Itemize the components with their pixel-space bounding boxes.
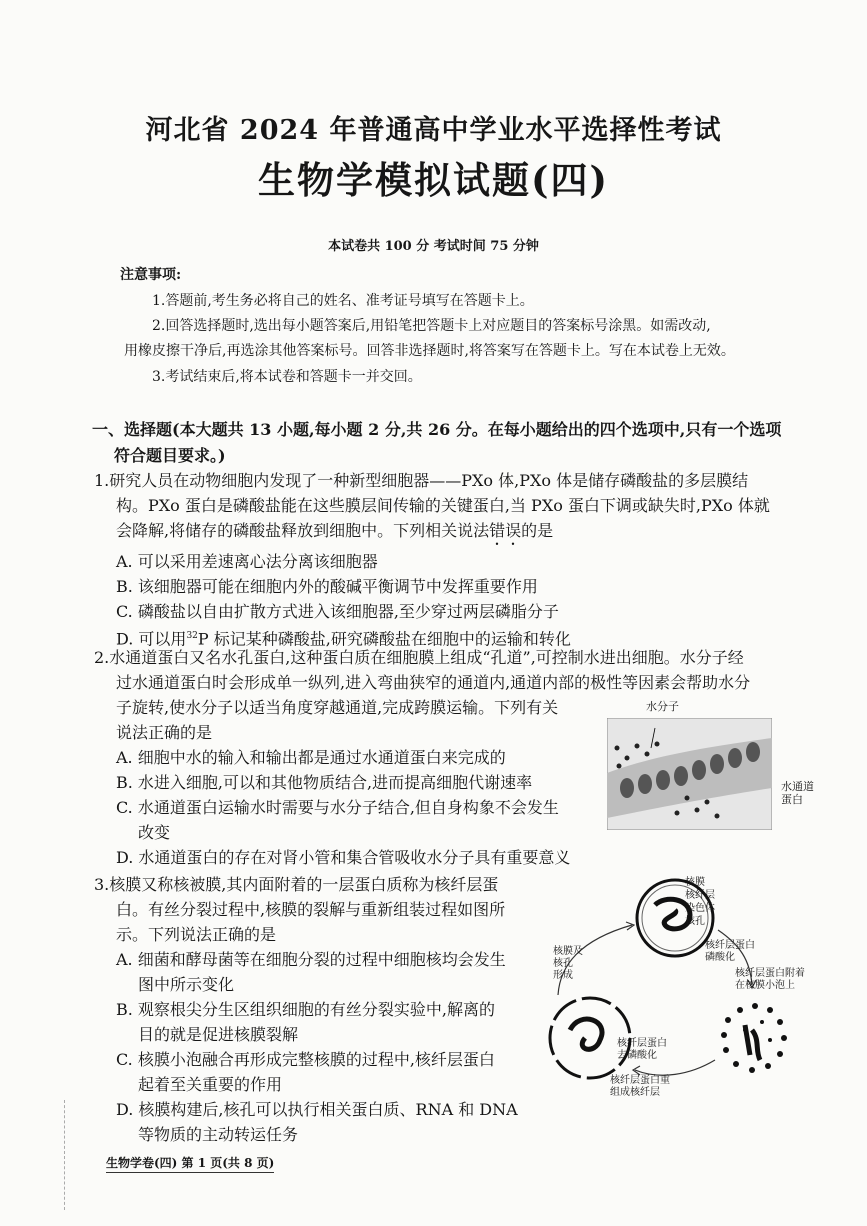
notice-item-2: 2.回答选择题时,选出每小题答案后,用铅笔把答题卡上对应题目的答案标号涂黑。如需改动, <box>152 318 711 334</box>
q2-option-d: D. 水通道蛋白的存在对肾小管和集合管吸收水分子具有重要意义 <box>116 848 571 867</box>
q3-stem-line2: 白。有丝分裂过程中,核膜的裂解与重新组装过程如图所 <box>116 900 506 919</box>
q2-option-c: C. 水通道蛋白运输水时需要与水分子结合,但自身构象不会发生 <box>116 798 559 817</box>
section-heading-line2: 符合题目要求。) <box>114 446 226 465</box>
q1-stem-line2: 构。PXo 蛋白是磷酸盐能在这些膜层间传输的关键蛋白,当 PXo 蛋白下调或缺失时,PXo 体就 <box>116 496 770 515</box>
q1-option-c: C. 磷酸盐以自由扩散方式进入该细胞器,至少穿过两层磷脂分子 <box>116 602 559 621</box>
q2-option-c-cont: 改变 <box>138 823 171 842</box>
fig-labels-structure: 核膜 核纤层 染色体 核孔 <box>685 877 715 927</box>
q2-stem-line4: 说法正确的是 <box>116 723 213 742</box>
notice-item-2-cont: 用橡皮擦干净后,再选涂其他答案标号。回答非选择题时,将答案写在答题卡上。写在本试卷上无效。 <box>124 343 735 359</box>
q3-option-d: D. 核膜构建后,核孔可以执行相关蛋白质、RNA 和 DNA <box>116 1100 518 1119</box>
q2-stem-line2: 过水通道蛋白时会形成单一纵列,进入弯曲狭窄的通道内,通道内部的极性等因素会帮助水分 <box>116 673 751 692</box>
q2-stem-line1: 2.水通道蛋白又名水孔蛋白,这种蛋白质在细胞膜上组成“孔道”,可控制水进出细胞。水分子经 <box>94 648 744 667</box>
q1-option-b: B. 该细胞器可能在细胞内外的酸碱平衡调节中发挥重要作用 <box>116 577 538 596</box>
q3-option-c: C. 核膜小泡融合再形成完整核膜的过程中,核纤层蛋白 <box>116 1050 495 1069</box>
fig-label-vesicle-attach: 核纤层蛋白附着 在核膜小泡上 <box>735 968 805 991</box>
q1-stem-line1: 1.研究人员在动物细胞内发现了一种新型细胞器——PXo 体,PXo 体是储存磷酸盐的多层膜结 <box>94 471 749 490</box>
notice-heading: 注意事项: <box>120 267 182 283</box>
page-footer: 生物学卷(四) 第 1 页(共 8 页) <box>106 1154 274 1173</box>
fig-label-water-molecule: 水分子 <box>646 700 679 713</box>
section-heading <box>92 417 837 469</box>
aquaporin-figure <box>607 718 772 830</box>
notice-item-3: 3.考试结束后,将本试卷和答题卡一并交回。 <box>152 369 422 385</box>
q1-emphasis: 错误 <box>489 521 522 540</box>
q3-option-b: B. 观察根尖分生区组织细胞的有丝分裂实验中,解离的 <box>116 1000 496 1019</box>
question-1 <box>94 468 829 651</box>
q2-stem-line3: 子旋转,使水分子以适当角度穿越通道,完成跨膜运输。下列有关 <box>116 698 559 717</box>
q1-stem-line3: 会降解,将储存的磷酸盐释放到细胞中。下列相关说法错误的是 <box>116 521 554 540</box>
q3-stem-line3: 示。下列说法正确的是 <box>116 925 277 944</box>
q3-option-b-cont: 目的就是促进核膜裂解 <box>138 1025 299 1044</box>
notice-item-1: 1.答题前,考生务必将自己的姓名、准考证号填写在答题卡上。 <box>152 293 534 309</box>
q3-option-c-cont: 起着至关重要的作用 <box>138 1075 283 1094</box>
q3-option-a-cont: 图中所示变化 <box>138 975 235 994</box>
q3-option-a: A. 细菌和酵母菌等在细胞分裂的过程中细胞核均会发生 <box>116 950 506 969</box>
fig-label-envelope-formation: 核膜及 核孔 形成 <box>553 946 583 981</box>
q1-option-d: D. 可以用$^{32}$P 标记某种磷酸盐,研究磷酸盐在细胞中的运输和转化 <box>116 629 571 649</box>
binding-margin-line <box>64 1100 66 1210</box>
fig-label-phosphorylation: 核纤层蛋白 磷酸化 <box>705 940 755 963</box>
question-3 <box>94 872 544 1147</box>
q2-option-b: B. 水进入细胞,可以和其他物质结合,进而提高细胞代谢速率 <box>116 773 533 792</box>
q2-option-a: A. 细胞中水的输入和输出都是通过水通道蛋白来完成的 <box>116 748 506 767</box>
q1-option-a: A. 可以采用差速离心法分离该细胞器 <box>116 552 378 571</box>
q3-stem-line1: 3.核膜又称核被膜,其内面附着的一层蛋白质称为核纤层蛋 <box>94 875 499 894</box>
exam-title: 河北省 2024 年普通高中学业水平选择性考试 <box>145 115 722 146</box>
section-heading-line1: 一、选择题(本大题共 13 小题,每小题 2 分,共 26 分。在每小题给出的四个选项中,只有一个选项 <box>92 420 782 439</box>
exam-subtitle: 生物学模拟试题(四) <box>257 158 609 202</box>
fig-label-aquaporin: 水通道 蛋白 <box>781 780 814 806</box>
q3-option-d-cont: 等物质的主动转运任务 <box>138 1125 299 1144</box>
fig-label-lamina-reassembly: 核纤层蛋白重 组成核纤层 <box>610 1075 670 1098</box>
exam-meta: 本试卷共 100 分 考试时间 75 分钟 <box>328 239 539 254</box>
fig-label-dephosphorylation: 核纤层蛋白 去磷酸化 <box>617 1038 667 1061</box>
